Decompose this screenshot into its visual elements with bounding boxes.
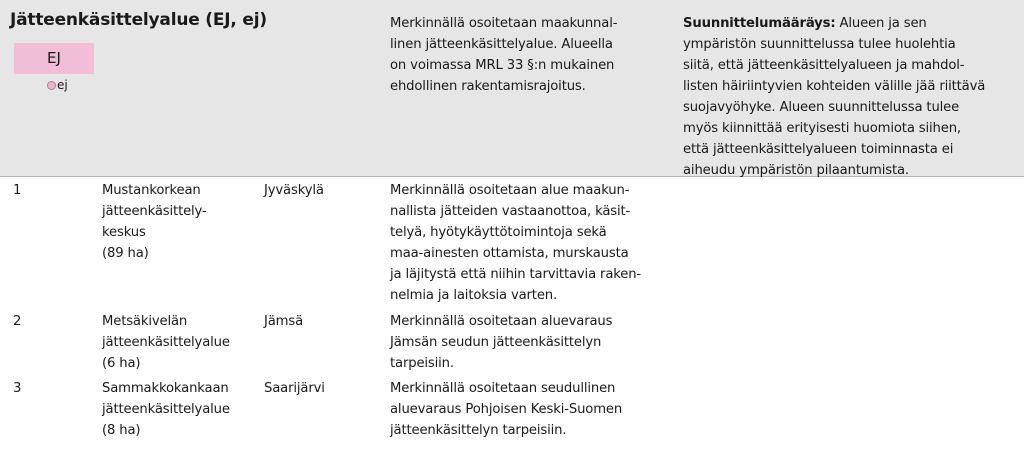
text-line: (89 ha): [102, 246, 149, 261]
header-description: [390, 13, 617, 97]
regulation-label: Suunnittelumääräys:: [683, 16, 836, 31]
text-line: Merkinnällä osoitetaan seudullinen: [390, 381, 616, 396]
text-line: on voimassa MRL 33 §:n mukainen: [390, 58, 615, 73]
text-line: Jämsän seudun jätteenkäsittelyn: [390, 335, 602, 350]
text-line: (8 ha): [102, 423, 141, 438]
text-line: nallista jätteiden vastaanottoa, käsit-: [390, 204, 631, 219]
text-line: ympäristön suunnittelussa tulee huolehtia: [683, 37, 956, 52]
text-line: (6 ha): [102, 356, 141, 371]
text-line: jätteenkäsittelyalue: [102, 402, 230, 417]
pink-dot-icon: [47, 81, 56, 90]
text-line: Mustankorkean: [102, 183, 201, 198]
text-line: listen häiriintyvien kohteiden välille jää riittävä: [683, 79, 986, 94]
text-line: nelmia ja laitoksia varten.: [390, 288, 558, 303]
text-line: Merkinnällä osoitetaan aluevaraus: [390, 314, 613, 329]
text-line: siitä, että jätteenkäsittelyalueen ja mahdol-: [683, 58, 965, 73]
text-line: [683, 13, 985, 34]
text-line: myös kiinnittää erityisesti huomiota siihen,: [683, 121, 961, 136]
municipality: Saarijärvi: [264, 381, 325, 396]
text-line: suojavyöhyke. Alueen suunnittelussa tulee: [683, 100, 960, 115]
legend-point-label: ej: [57, 78, 68, 92]
text-line: aiheudu ympäristön pilaantumista.: [683, 163, 909, 178]
row-number: 3: [13, 381, 22, 396]
text-line: ja läjitystä että niihin tarvittavia raken-: [390, 267, 642, 282]
municipality: Jyväskylä: [264, 183, 324, 198]
row-description: [390, 311, 612, 374]
legend-point-symbol: [47, 78, 68, 92]
text-line: jätteenkäsittely-: [102, 204, 207, 219]
text-line: maa-ainesten ottamista, murskausta: [390, 246, 629, 261]
text-line: että jätteenkäsittelyalueen toiminnasta ei: [683, 142, 954, 157]
text-line: keskus: [102, 225, 146, 240]
row-description: [390, 180, 641, 306]
legend-area-symbol: EJ: [14, 43, 94, 74]
municipality: Jämsä: [264, 314, 304, 329]
section-title: Jätteenkäsittelyalue (EJ, ej): [10, 10, 267, 30]
regulation-first-line: Alueen ja sen: [835, 16, 927, 31]
row-number: 2: [13, 314, 22, 329]
text-line: linen jätteenkäsittelyalue. Alueella: [390, 37, 613, 52]
text-line: jätteenkäsittelyalue: [102, 335, 230, 350]
text-line: Sammakkokankaan: [102, 381, 229, 396]
text-line: Merkinnällä osoitetaan maakunnal-: [390, 16, 618, 31]
text-line: aluevaraus Pohjoisen Keski-Suomen: [390, 402, 623, 417]
site-name: [102, 378, 230, 441]
text-line: ehdollinen rakentamisrajoitus.: [390, 79, 586, 94]
text-line: tarpeisiin.: [390, 356, 454, 371]
text-line: telyä, hyötykäyttötoimintoja sekä: [390, 225, 607, 240]
row-description: [390, 378, 622, 441]
text-line: Metsäkivelän: [102, 314, 188, 329]
site-name: [102, 180, 207, 264]
planning-regulation: [683, 13, 985, 181]
row-number: 1: [13, 183, 22, 198]
text-line: jätteenkäsittelyn tarpeisiin.: [390, 423, 567, 438]
text-line: Merkinnällä osoitetaan alue maakun-: [390, 183, 630, 198]
site-name: [102, 311, 230, 374]
